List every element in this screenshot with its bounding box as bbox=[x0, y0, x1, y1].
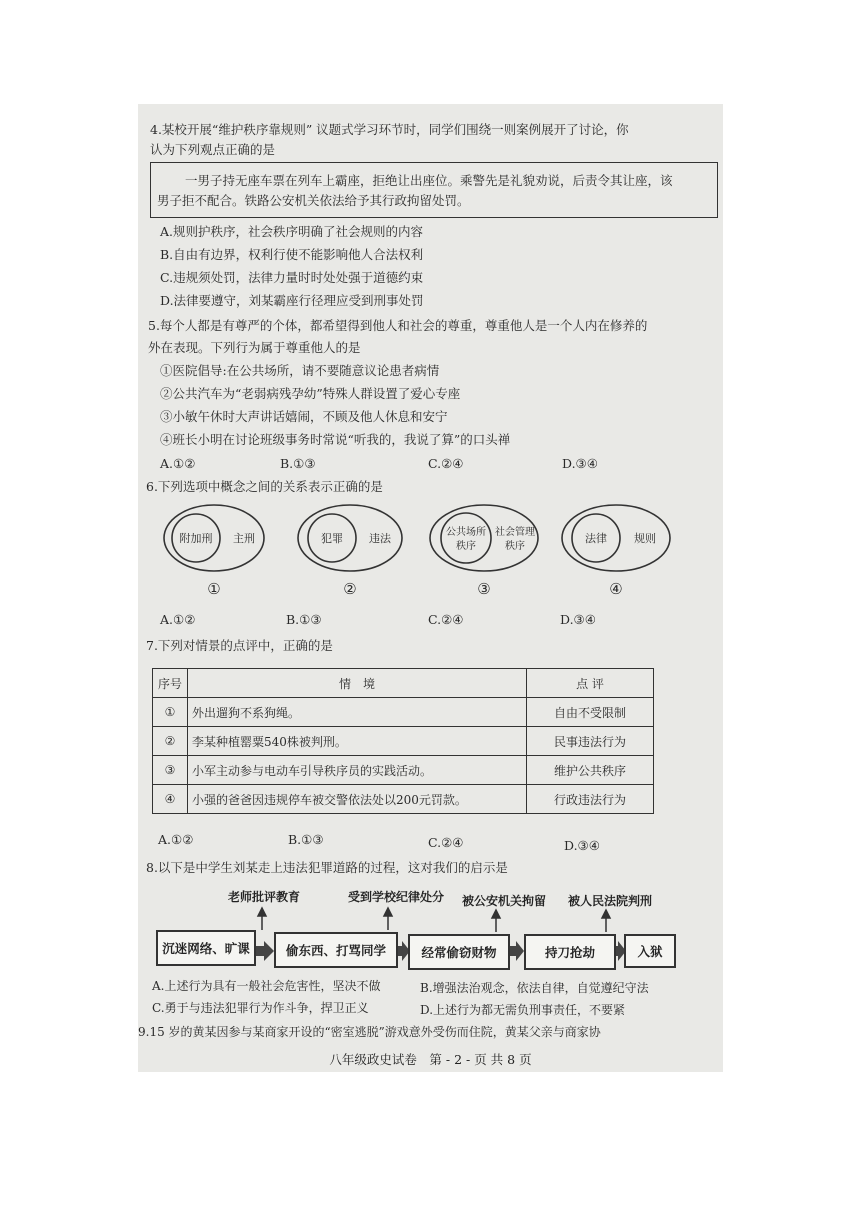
q5-option-b: B.①③ bbox=[280, 456, 316, 471]
q4-option-b: B.自由有边界，权利行使不能影响他人合法权利 bbox=[160, 247, 424, 262]
q4-stem-line1: 4.某校开展“维护秩序靠规则” 议题式学习环节时，同学们围绕一则案例展开了讨论，你 bbox=[150, 122, 629, 137]
q6-d2-inner-label: 犯罪 bbox=[321, 532, 343, 545]
q6-d4-outer-label: 规则 bbox=[634, 532, 656, 545]
q7-row2-scene: 李某种植罂粟540株被判刑。 bbox=[188, 727, 527, 756]
q4-case-line2: 男子拒不配合。铁路公安机关依法给予其行政拘留处罚。 bbox=[157, 193, 470, 208]
q8-option-a: A.上述行为具有一般社会危害性，坚决不做 bbox=[152, 979, 381, 993]
q6-d1-number: ① bbox=[207, 580, 221, 598]
q4-option-c: C.违规须处罚，法律力量时时处处强于道德约束 bbox=[160, 270, 424, 285]
q8-step-2: 偷东西、打骂同学 bbox=[274, 932, 398, 968]
q7-header-scene: 情 境 bbox=[188, 669, 527, 698]
q6-stem: 6.下列选项中概念之间的关系表示正确的是 bbox=[146, 479, 383, 494]
table-row bbox=[153, 727, 654, 756]
q7-row2-no: ② bbox=[153, 727, 188, 756]
q5-item-3: ③小敏午休时大声讲话嬉闹，不顾及他人休息和安宁 bbox=[160, 409, 448, 424]
q7-option-d: D.③④ bbox=[564, 838, 600, 853]
q6-d4-inner-label: 法律 bbox=[585, 532, 607, 545]
q7-table-header bbox=[153, 669, 654, 698]
q6-d4-number: ④ bbox=[609, 580, 623, 598]
q8-label-court: 被人民法院判刑 bbox=[568, 894, 653, 908]
q6-option-c: C.②④ bbox=[428, 612, 464, 627]
q6-concept-diagrams bbox=[138, 502, 723, 602]
q7-row3-no: ③ bbox=[153, 756, 188, 785]
q7-stem: 7.下列对情景的点评中，正确的是 bbox=[146, 638, 333, 653]
q8-option-d: D.上述行为都无需负刑事责任，不要紧 bbox=[420, 1003, 626, 1017]
q5-item-4: ④班长小明在讨论班级事务时常说“听我的，我说了算”的口头禅 bbox=[160, 432, 511, 447]
q5-option-d: D.③④ bbox=[562, 456, 598, 471]
page-footer: 八年级政史试卷 第 - 2 - 页 共 8 页 bbox=[329, 1052, 532, 1067]
q7-row1-scene: 外出遛狗不系狗绳。 bbox=[188, 698, 527, 727]
q7-option-c: C.②④ bbox=[428, 835, 464, 850]
q7-option-a: A.①② bbox=[158, 832, 194, 847]
q6-diagram-1 bbox=[164, 505, 264, 598]
q7-row3-comment: 维护公共秩序 bbox=[527, 756, 654, 785]
q6-d1-inner-label: 附加刑 bbox=[179, 532, 213, 545]
q7-row3-scene: 小军主动参与电动车引导秩序员的实践活动。 bbox=[188, 756, 527, 785]
q9-stem-line1: 9.15 岁的黄某因参与某商家开设的“密室逃脱”游戏意外受伤而住院，黄某父亲与商家协 bbox=[138, 1025, 601, 1039]
q8-step-1: 沉迷网络、旷课 bbox=[156, 930, 256, 966]
q7-scenario-table bbox=[152, 668, 654, 814]
table-row bbox=[153, 785, 654, 814]
q6-d2-number: ② bbox=[343, 580, 357, 598]
q6-d3-inner-label-2: 秩序 bbox=[456, 541, 476, 552]
table-row bbox=[153, 756, 654, 785]
q7-row2-comment: 民事违法行为 bbox=[527, 727, 654, 756]
q7-row4-comment: 行政违法行为 bbox=[527, 785, 654, 814]
q6-diagram-2 bbox=[298, 505, 402, 598]
q7-row1-comment: 自由不受限制 bbox=[527, 698, 654, 727]
q6-diagram-4 bbox=[562, 505, 670, 598]
q6-d1-outer-label: 主刑 bbox=[233, 532, 255, 545]
q6-diagram-3 bbox=[430, 505, 538, 598]
q6-option-b: B.①③ bbox=[286, 612, 322, 627]
q4-option-a: A.规则护秩序，社会秩序明确了社会规则的内容 bbox=[160, 224, 424, 239]
table-row bbox=[153, 698, 654, 727]
q7-header-comment: 点 评 bbox=[527, 669, 654, 698]
q8-label-police: 被公安机关拘留 bbox=[462, 894, 547, 908]
q8-option-b: B.增强法治观念，依法自律，自觉遵纪守法 bbox=[420, 981, 649, 995]
q6-d3-outer-label-1: 社会管理 bbox=[495, 527, 535, 538]
q8-label-school: 受到学校纪律处分 bbox=[348, 890, 445, 904]
q7-row4-no: ④ bbox=[153, 785, 188, 814]
q7-row4-scene: 小强的爸爸因违规停车被交警依法处以200元罚款。 bbox=[188, 785, 527, 814]
q8-step-5: 入狱 bbox=[624, 934, 676, 968]
q6-d3-number: ③ bbox=[477, 580, 491, 598]
q6-d3-outer-label-2: 秩序 bbox=[505, 541, 525, 552]
q4-stem-line2: 认为下列观点正确的是 bbox=[150, 142, 276, 157]
exam-page bbox=[138, 104, 723, 1072]
q5-option-c: C.②④ bbox=[428, 456, 464, 471]
q5-item-1: ①医院倡导:在公共场所，请不要随意议论患者病情 bbox=[160, 363, 440, 378]
q7-row1-no: ① bbox=[153, 698, 188, 727]
q8-stem: 8.以下是中学生刘某走上违法犯罪道路的过程，这对我们的启示是 bbox=[146, 860, 508, 875]
q5-item-2: ②公共汽车为“老弱病残孕幼”特殊人群设置了爱心专座 bbox=[160, 386, 461, 401]
q5-option-a: A.①② bbox=[160, 456, 196, 471]
q6-option-d: D.③④ bbox=[560, 612, 596, 627]
q8-step-4: 持刀抢劫 bbox=[524, 934, 616, 970]
q4-case-box bbox=[150, 162, 718, 218]
q8-label-teacher: 老师批评教育 bbox=[228, 890, 301, 904]
q6-option-a: A.①② bbox=[160, 612, 196, 627]
q6-d3-inner-label-1: 公共场所 bbox=[446, 527, 486, 538]
q7-option-b: B.①③ bbox=[288, 832, 324, 847]
q5-stem-line2: 外在表现。下列行为属于尊重他人的是 bbox=[148, 340, 361, 355]
q8-step-3: 经常偷窃财物 bbox=[408, 934, 510, 970]
q4-case-line1: 一男子持无座车票在列车上霸座，拒绝让出座位。乘警先是礼貌劝说，后责令其让座，该 bbox=[185, 173, 673, 188]
q7-header-no: 序号 bbox=[153, 669, 188, 698]
q4-option-d: D.法律要遵守，刘某霸座行径理应受到刑事处罚 bbox=[160, 293, 424, 308]
q6-d2-outer-label: 违法 bbox=[369, 532, 391, 545]
q5-stem-line1: 5.每个人都是有尊严的个体，都希望得到他人和社会的尊重，尊重他人是一个人内在修养的 bbox=[148, 318, 648, 333]
q8-option-c: C.勇于与违法犯罪行为作斗争，捍卫正义 bbox=[152, 1001, 369, 1015]
